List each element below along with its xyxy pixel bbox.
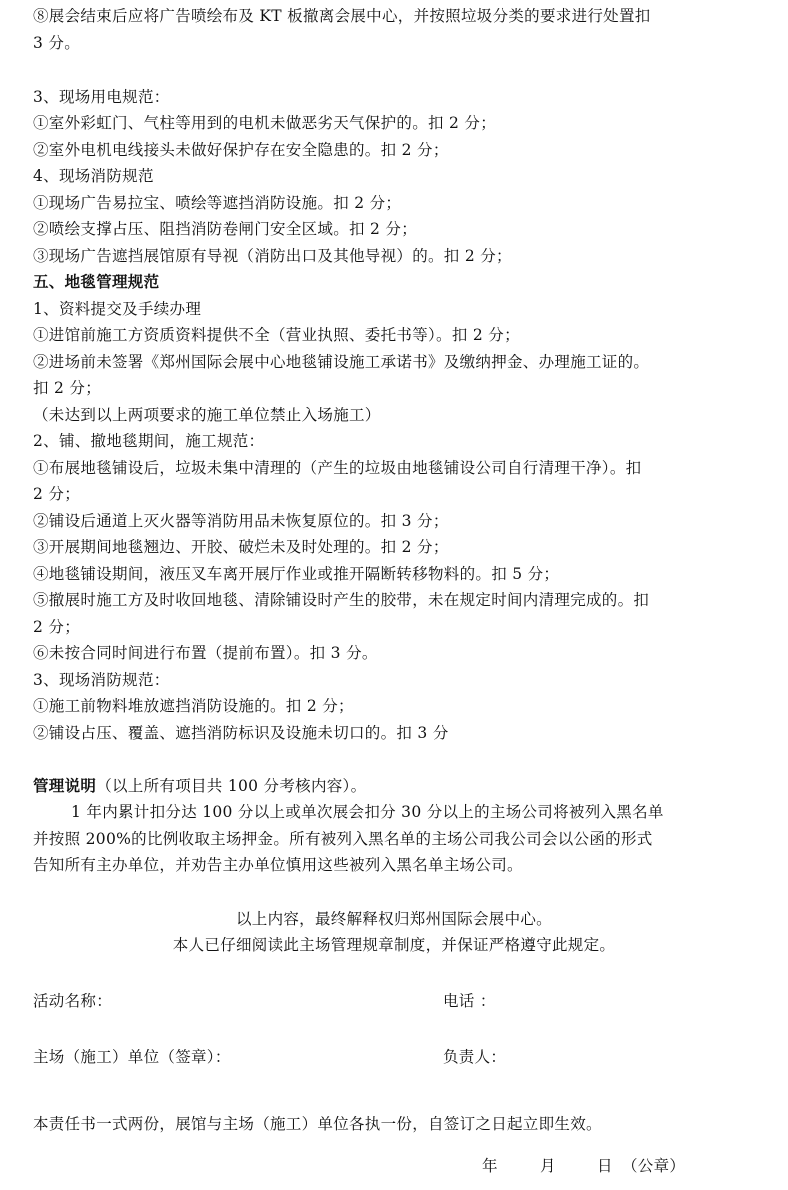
carpet-work-rule-2: ②铺设后通道上灭火器等消防用品未恢复原位的。扣 3 分； <box>33 512 449 530</box>
date-year-label: 年 <box>482 1157 498 1175</box>
electric-rule-2: ②室外电机电线接头未做好保护存在安全隐患的。扣 2 分； <box>33 141 449 159</box>
fire-rule-3: ③现场广告遮挡展馆原有导视（消防出口及其他导视）的。扣 2 分； <box>33 247 512 265</box>
management-note <box>33 776 366 796</box>
fire-rule-2: ②喷绘支撑占压、阻挡消防卷闸门安全区域。扣 2 分； <box>33 220 418 238</box>
management-note-label: 管理说明 <box>33 776 97 795</box>
electric-rule-1: ①室外彩虹门、气柱等用到的电机未做恶劣天气保护的。扣 2 分； <box>33 114 497 132</box>
carpet-work-rule-1: ①布展地毯铺设后，垃圾未集中清理的（产生的垃圾由地毯铺设公司自行清理干净）。扣 <box>33 459 642 477</box>
section-electric-title: 3、现场用电规范： <box>33 88 170 106</box>
carpet-fire-rule-2: ②铺设占压、覆盖、遮挡消防标识及设施未切口的。扣 3 分 <box>33 724 449 742</box>
management-paragraph-line-2: 并按照 200%的比例收取主场押金。所有被列入黑名单的主场公司我公司会以公函的形式 <box>33 830 653 848</box>
carpet-work-rule-5: ⑤撤展时施工方及时收回地毯、清除铺设时产生的胶带，未在规定时间内清理完成的。扣 <box>33 591 650 609</box>
carpet-work-rule-1-continuation: 2 分； <box>33 485 80 503</box>
interpretation-statement: 以上内容，最终解释权归郑州国际会展中心。 <box>235 910 552 928</box>
date-day-label: 日 <box>597 1157 613 1175</box>
carpet-work-rule-6: ⑥未按合同时间进行布置（提前布置）。扣 3 分。 <box>33 644 378 662</box>
rule-8-continuation: 3 分。 <box>33 34 80 52</box>
effectiveness-statement: 本责任书一式两份，展馆与主场（施工）单位各执一份，自签订之日起立即生效。 <box>33 1115 602 1133</box>
carpet-docs-title: 1、资料提交及手续办理 <box>33 300 202 318</box>
management-paragraph-line-3: 告知所有主办单位，并劝告主办单位慎用这些被列入黑名单主场公司。 <box>33 856 523 874</box>
date-month-label: 月 <box>540 1157 556 1175</box>
carpet-work-rule-5-continuation: 2 分； <box>33 618 80 636</box>
responsible-person-label: 负责人： <box>443 1048 507 1066</box>
carpet-work-rule-3: ③开展期间地毯翘边、开胶、破烂未及时处理的。扣 2 分； <box>33 538 449 556</box>
carpet-docs-rule-2: ②进场前未签署《郑州国际会展中心地毯铺设施工承诺书》及缴纳押金、办理施工证的。 <box>33 353 650 371</box>
compliance-statement: 本人已仔细阅读此主场管理规章制度，并保证严格遵守此规定。 <box>172 936 616 954</box>
event-name-label: 活动名称： <box>33 992 113 1010</box>
carpet-fire-rule-1: ①施工前物料堆放遮挡消防设施的。扣 2 分； <box>33 697 354 715</box>
section-carpet-heading: 五、地毯管理规范 <box>33 272 160 291</box>
carpet-work-title: 2、铺、撤地毯期间，施工规范： <box>33 432 265 450</box>
management-paragraph-line-1: 1 年内累计扣分达 100 分以上或单次展会扣分 30 分以上的主场公司将被列入黑名单 <box>71 803 664 821</box>
official-seal-label: （公章） <box>622 1157 686 1175</box>
carpet-work-rule-4: ④地毯铺设期间，液压叉车离开展厅作业或推开隔断转移物料的。扣 5 分； <box>33 565 560 583</box>
carpet-docs-rule-2-continuation: 扣 2 分； <box>33 379 102 397</box>
rule-8-line: ⑧展会结束后应将广告喷绘布及 KT 板撤离会展中心，并按照垃圾分类的要求进行处置扣 <box>33 7 651 25</box>
carpet-fire-title: 3、现场消防规范： <box>33 671 170 689</box>
management-note-text: （以上所有项目共 100 分考核内容）。 <box>96 777 367 795</box>
carpet-docs-rule-1: ①进馆前施工方资质资料提供不全（营业执照、委托书等）。扣 2 分； <box>33 326 520 344</box>
phone-label: 电话 ： <box>443 992 496 1010</box>
section-fire-title: 4、现场消防规范 <box>33 167 154 185</box>
fire-rule-1: ①现场广告易拉宝、喷绘等遮挡消防设施。扣 2 分； <box>33 194 402 212</box>
carpet-docs-note: （未达到以上两项要求的施工单位禁止入场施工） <box>33 406 381 424</box>
contractor-unit-label: 主场（施工）单位（签章）： <box>33 1048 231 1066</box>
